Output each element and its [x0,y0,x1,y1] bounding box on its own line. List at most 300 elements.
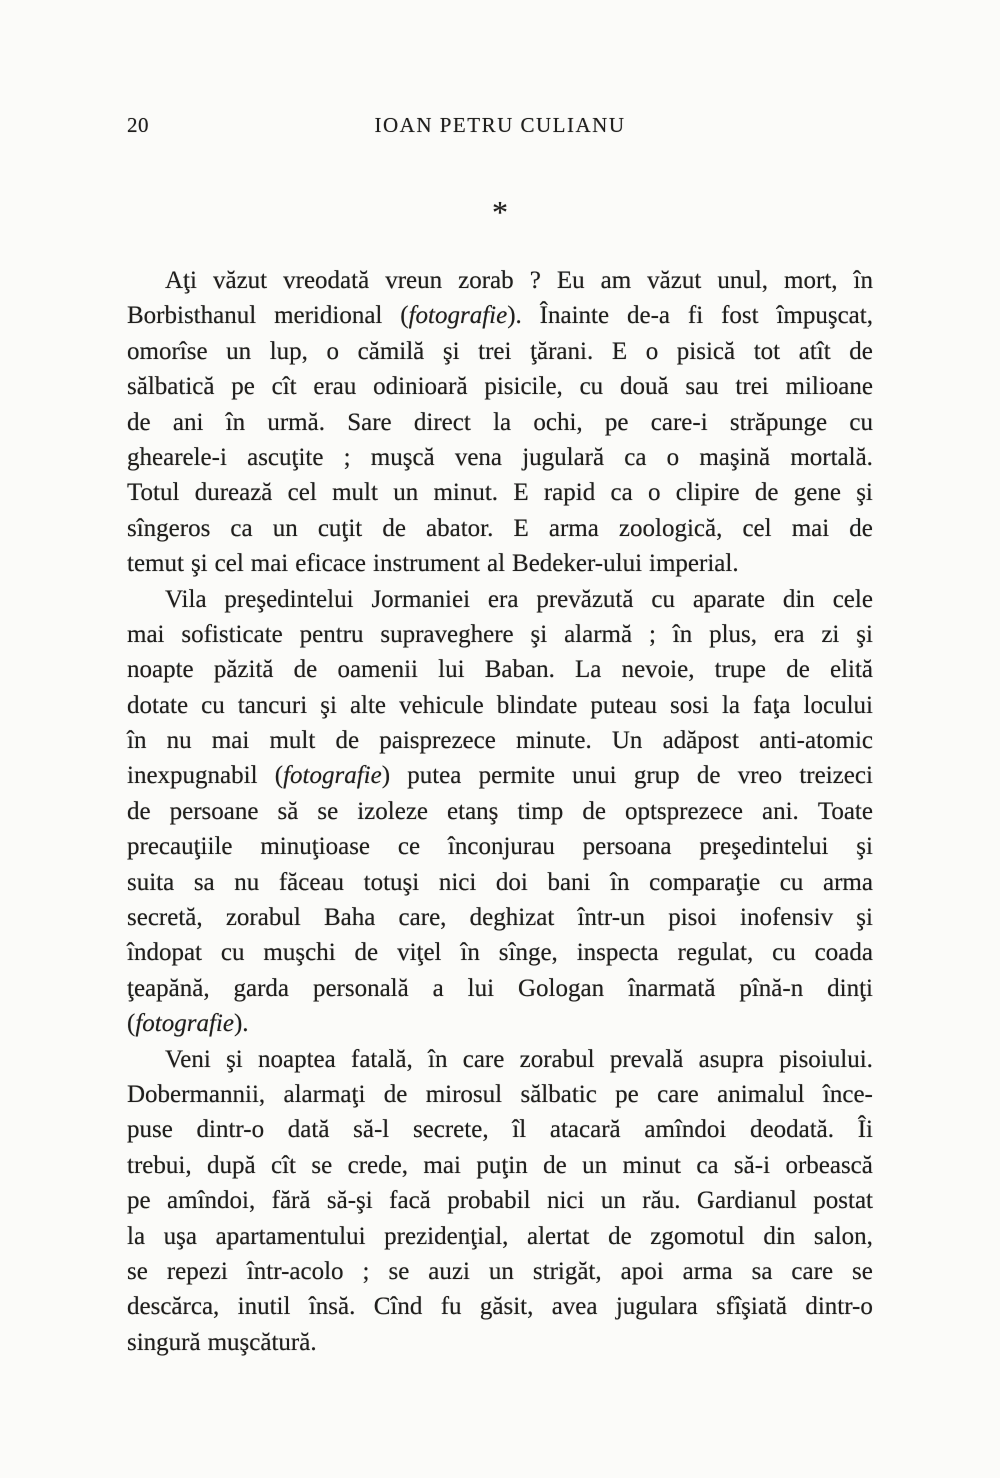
word: vreun [385,267,443,294]
text-line [127,688,873,723]
word: să-şi [326,1187,373,1215]
word: găsit, [479,1293,534,1321]
word: zorabul [519,1045,595,1073]
word: orbească [785,1151,873,1179]
word: la [127,1222,146,1250]
word: ce [397,833,421,861]
word: Bedeker-ului [512,550,643,578]
text-line [127,440,873,475]
word: apartamentului [215,1222,366,1250]
word: prezidenţial, [384,1222,509,1250]
word: din [782,585,815,613]
word: (fotografie) [274,762,391,790]
word: (fotografie). [127,1010,249,1038]
word: zorab [458,267,514,294]
text-line [127,652,873,687]
word: o [666,443,680,471]
word: puteau [590,691,657,719]
word: cu [779,868,804,896]
word: sălbatică [127,373,215,401]
word: omorîse [127,337,208,365]
word: al [486,550,506,578]
text-line [127,794,873,829]
word: adăpost [662,727,739,755]
text-line [127,475,873,510]
word: atît [798,337,831,365]
text-line [127,758,873,793]
word: nici [546,1187,585,1215]
text-line [127,511,873,546]
word: temut [127,550,184,578]
word: noaptea [258,1045,336,1073]
word: de [849,514,873,542]
word: de [696,762,721,790]
text-line [127,829,873,864]
word: postat [813,1187,873,1215]
text-line [127,1325,873,1360]
word: muşcătură. [207,1328,317,1356]
word: Îi [857,1116,873,1144]
word: avea [551,1293,598,1321]
word: rapid [543,479,596,507]
word: facă [389,1187,431,1215]
word: în [853,267,873,294]
word: locului [803,691,873,719]
page-number: 20 [127,113,149,137]
word: maşină [699,443,771,471]
word: pînă-n [739,974,804,1002]
word: permite [478,762,555,790]
word: fără [271,1187,311,1215]
word: sosi [670,691,709,719]
word: care [657,1080,699,1108]
word: mortală. [790,443,873,471]
word: era [773,620,805,648]
word: sa [751,1257,773,1285]
text-line [127,334,873,369]
word: noapte [127,656,194,684]
word: minuţioase [260,833,371,861]
word: auzi [428,1257,470,1285]
word: dată [287,1116,330,1144]
word: ochi, [533,408,583,436]
word: urmă. [267,408,325,436]
word: E [513,514,529,542]
word: şi [442,337,460,365]
word: arma [823,868,873,896]
word: sînge, [498,939,558,967]
text-line [127,1042,873,1077]
word: pe [615,1080,639,1108]
word: de [608,1222,632,1250]
word: îl [512,1116,527,1144]
word: totuşi [363,868,420,896]
word: direct [413,408,471,436]
word: fi [687,302,704,330]
word: meridional [274,302,383,330]
section-separator: * [492,194,508,230]
word: într-un [577,904,646,932]
word: supraveghere [380,620,514,648]
word: se [311,1151,333,1179]
word: aparate [692,585,765,613]
word: mort, [784,267,838,294]
word: E [513,479,529,507]
word: înce- [822,1080,873,1108]
word: amîndoi, [167,1187,256,1215]
word: Totul [127,479,180,507]
text-line [127,1148,873,1183]
word: pe [127,1187,151,1215]
word: bani [547,868,591,896]
word: Un [611,727,643,755]
word: puse [127,1116,173,1144]
text-line [127,971,873,1006]
word: cu [772,939,796,967]
word: zi [821,620,840,648]
word: alte [349,691,387,719]
word: la [721,691,740,719]
word: în [428,1045,448,1073]
word: oamenii [337,656,418,684]
word: imperial. [649,550,739,578]
word: şi [320,691,337,719]
word: inspecta [576,939,659,967]
word: prevală [609,1045,684,1073]
text-line [127,369,873,404]
word: arma [682,1257,733,1285]
word: de [543,1151,567,1179]
word: nu [234,868,260,896]
word: persoana [582,833,672,861]
word: mult [332,479,378,507]
word: un [226,337,252,365]
word: Vila [165,585,207,613]
word: ; [343,443,351,471]
word: lui [467,974,495,1002]
word: animalul [717,1080,805,1108]
word: cu [651,585,675,613]
word: vena [454,443,503,471]
word: rău. [642,1187,681,1215]
word: crede, [347,1151,409,1179]
word: vehicule [399,691,484,719]
word: Baha [323,904,376,932]
word: fu [440,1293,462,1321]
word: cel [214,550,244,578]
word: amîndoi [644,1116,727,1144]
word: sau [685,373,719,401]
word: pisicile, [484,373,563,401]
word: tot [753,337,781,365]
text-line [127,298,873,333]
paragraph [127,582,873,1042]
text-line [127,865,873,900]
word: cuţit [317,514,363,542]
word: de [849,337,873,365]
word: în [127,727,147,755]
word: fatală, [351,1045,413,1073]
word: cel [287,479,317,507]
word: prevăzută [536,585,634,613]
word: pe [231,373,255,401]
word: preşedintelui [699,833,829,861]
word: arma [548,514,599,542]
word: plus, [709,620,758,648]
word: minut [622,1151,681,1179]
text-line [127,617,873,652]
text-line [127,1077,873,1112]
word: o [645,337,659,365]
word: din [763,1222,796,1250]
word: se [388,1257,410,1285]
text-line [127,900,873,935]
word: precauţiile [127,833,233,861]
word: inofensiv [740,904,834,932]
word: în [460,939,480,967]
word: care, [398,904,447,932]
word: durează [194,479,273,507]
word: mult [269,727,316,755]
word: şi [856,479,873,507]
word: trebui, [127,1151,192,1179]
word: un [600,1187,626,1215]
word: în [672,620,693,648]
word: izoleze [357,797,429,825]
word: persoane [169,797,259,825]
word: Eu [556,267,585,294]
running-header-title: IOAN PETRU CULIANU [374,113,626,137]
word: minut. [433,479,499,507]
word: dinţi [827,974,873,1002]
word: a [432,974,444,1002]
word: înconjurau [447,833,555,861]
word: trei [478,337,512,365]
word: Gardianul [696,1187,797,1215]
word: de [754,479,779,507]
word: gene [793,479,841,507]
word: la [493,408,512,436]
word: salon, [813,1222,873,1250]
word: cu [220,939,245,967]
word: preşedintelui [224,585,354,613]
word: comparaţie [649,868,761,896]
word: să-i [733,1151,771,1179]
word: păzită [213,656,274,684]
word: Veni [165,1045,211,1073]
word: şi [226,1045,243,1073]
word: pentru [299,620,364,648]
word: apoi [620,1257,664,1285]
word: pisoi [668,904,717,932]
word: ca [230,514,253,542]
word: care-i [650,408,708,436]
word: singură [127,1328,201,1356]
word: atacară [549,1116,621,1144]
word: secretă, [127,904,203,932]
word: Dobermannii, [127,1080,266,1108]
word: inutil [237,1293,291,1321]
word: tancuri [237,691,308,719]
word: şi [190,550,208,578]
word: am [600,267,632,294]
word: în [610,868,630,896]
word: unui [572,762,617,790]
text-line [127,1006,873,1041]
word: ? [529,267,541,294]
word: cu [201,691,225,719]
word: probabil [447,1187,531,1215]
word: un [582,1151,608,1179]
word: care [462,1045,505,1073]
word: vreo [737,762,783,790]
word: trei [735,373,769,401]
word: ca [610,479,633,507]
word: ţărani. [530,337,594,365]
word: înarmată [627,974,716,1002]
word: să-l [353,1116,390,1144]
word: putea [407,762,462,790]
word: Gologan [517,974,605,1002]
word: asupra [698,1045,764,1073]
word: blindate [496,691,578,719]
word: dintr-o [805,1293,873,1321]
word: cu [579,373,604,401]
word: doi [495,868,528,896]
text-line [127,582,873,617]
word: şi [530,620,548,648]
word: (fotografie). [400,302,522,330]
word: puţin [476,1151,528,1179]
text-line [127,1219,873,1254]
word: Borbisthanul [127,302,257,330]
word: nici [438,868,477,896]
word: strigăt, [532,1257,602,1285]
word: de-a [626,302,671,330]
word: un [272,514,298,542]
word: zgomotul [650,1222,745,1250]
word: se [317,797,339,825]
word: vreodată [283,267,370,294]
word: se [852,1257,873,1285]
word: şi [856,833,873,861]
word: jugulară [522,443,605,471]
word: personală [312,974,409,1002]
word: suita [127,868,175,896]
word: după [206,1151,256,1179]
word: de [127,408,151,436]
word: mai [211,727,250,755]
word: treizeci [799,762,873,790]
word: nu [166,727,192,755]
word: secrete, [412,1116,489,1144]
word: clipire [675,479,740,507]
word: sa [193,868,215,896]
word: ascuţite [247,443,324,471]
text-line [127,723,873,758]
word: ; [362,1257,370,1285]
text-line [127,1183,873,1218]
word: elită [829,656,873,684]
word: Sare [347,408,392,436]
word: alarmaţi [283,1080,366,1108]
text-line [127,1254,873,1289]
word: pisică [676,337,736,365]
word: ca [696,1151,719,1179]
word: zorabul [225,904,301,932]
word: ca [624,443,647,471]
word: Cînd [373,1293,423,1321]
word: de [293,656,318,684]
word: ani [172,408,204,436]
word: făceau [278,868,345,896]
word: în [225,408,246,436]
word: nevoie, [621,656,695,684]
word: cît [271,373,297,401]
word: o [647,479,661,507]
word: de [786,656,810,684]
word: care [791,1257,834,1285]
word: de [335,727,360,755]
word: La [575,656,602,684]
word: Toate [817,797,873,825]
word: mai [250,550,289,578]
text-body [127,263,873,1360]
word: uşa [163,1222,197,1250]
word: o [326,337,340,365]
word: paisprezece [379,727,496,755]
word: însă. [308,1293,356,1321]
word: ani. [761,797,799,825]
word: două [619,373,669,401]
word: lui [438,656,465,684]
word: Aţi [165,267,197,294]
word: mai [127,620,165,648]
word: regulat, [677,939,754,967]
word: şi [856,904,873,932]
word: de [582,797,606,825]
word: sălbatic [520,1080,597,1108]
running-header [127,111,873,139]
word: deodată. [750,1116,834,1144]
word: sfîşiată [716,1293,787,1321]
word: văzut [647,267,702,294]
word: Jormaniei [371,585,471,613]
word: unul, [717,267,769,294]
word: cu [849,408,873,436]
word: cele [832,585,873,613]
word: minute. [516,727,592,755]
paragraph [127,263,873,582]
word: trupe [714,656,767,684]
word: descărca, [127,1293,220,1321]
word: era [487,585,519,613]
word: mai [791,514,830,542]
word: zoologică, [618,514,723,542]
word: viţel [397,939,442,967]
word: pisoiului. [779,1045,873,1073]
word: E [611,337,628,365]
word: deghizat [469,904,555,932]
word: un [488,1257,514,1285]
word: pe [604,408,629,436]
word: străpunge [729,408,828,436]
word: şi [856,620,873,648]
word: văzut [212,267,268,294]
word: Baban. [484,656,555,684]
word: îndopat [127,939,202,967]
word: să [277,797,299,825]
